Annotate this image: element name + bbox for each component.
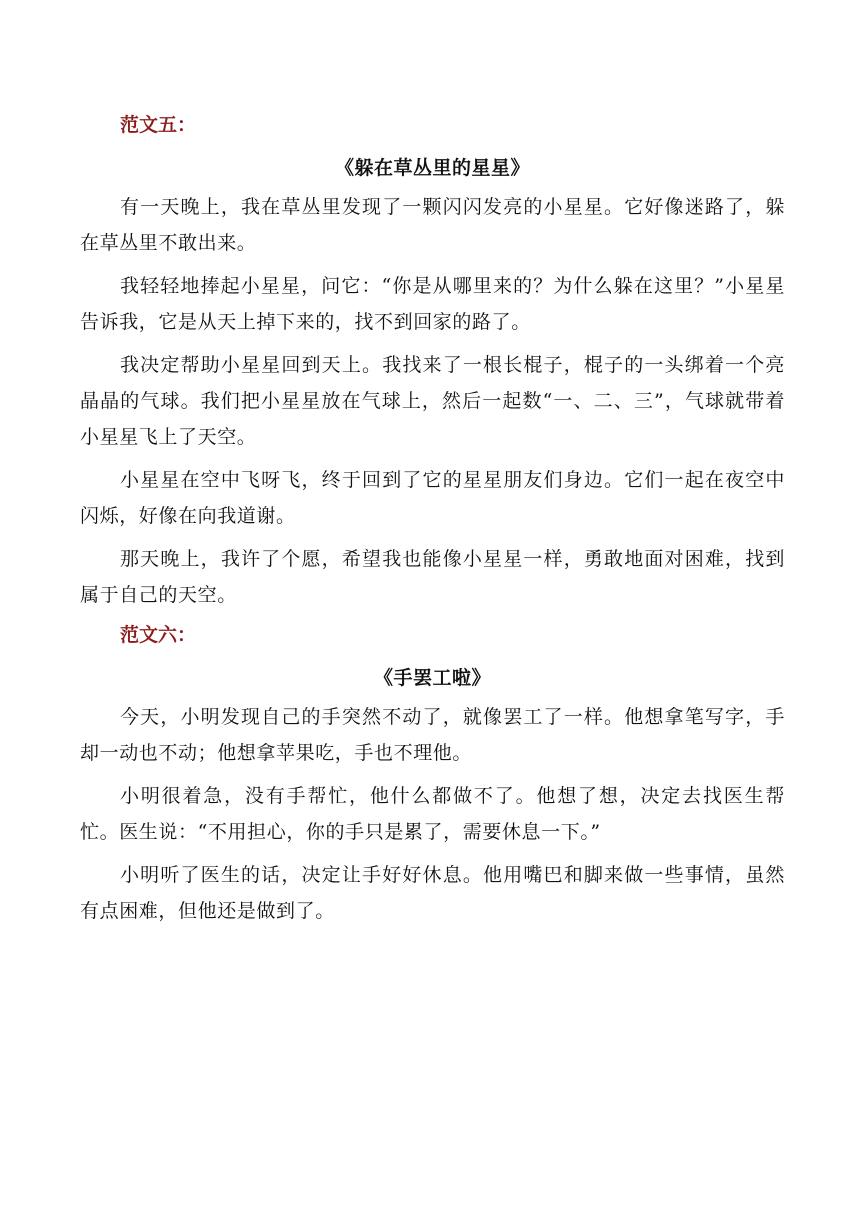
essay-title: 《躲在草丛里的星星》 [334, 157, 530, 179]
section-heading: 范文五： [120, 114, 197, 136]
essay-section-6 [80, 620, 785, 929]
essay-section-5 [80, 110, 785, 613]
document-page [80, 110, 785, 936]
paragraph: 我轻轻地捧起小星星，问它：“你是从哪里来的？为什么躲在这里？”小星星告诉我，它是从天上掉下来的，找不到回家的路了。 [80, 275, 785, 333]
section-heading: 范文六： [120, 624, 197, 646]
paragraph: 我决定帮助小星星回到天上。我找来了一根长棍子，棍子的一头绑着一个亮晶晶的气球。我们把小星星放在气球上，然后一起数“一、二、三”，气球就带着小星星飞上了天空。 [80, 354, 785, 448]
paragraph: 今天，小明发现自己的手突然不动了，就像罢工了一样。他想拿笔写字，手却一动也不动；他想拿苹果吃，手也不理他。 [80, 706, 785, 764]
paragraph: 小明很着急，没有手帮忙，他什么都做不了。他想了想，决定去找医生帮忙。医生说：“不用担心，你的手只是累了，需要休息一下。” [80, 785, 785, 843]
paragraph: 有一天晚上，我在草丛里发现了一颗闪闪发亮的小星星。它好像迷路了，躲在草丛里不敢出来。 [80, 196, 785, 254]
essay-title: 《手罢工啦》 [373, 667, 491, 689]
paragraph: 小明听了医生的话，决定让手好好休息。他用嘴巴和脚来做一些事情，虽然有点困难，但他还是做到了。 [80, 864, 785, 922]
paragraph: 小星星在空中飞呀飞，终于回到了它的星星朋友们身边。它们一起在夜空中闪烁，好像在向我道谢。 [80, 469, 785, 527]
paragraph: 那天晚上，我许了个愿，希望我也能像小星星一样，勇敢地面对困难，找到属于自己的天空。 [80, 548, 785, 606]
